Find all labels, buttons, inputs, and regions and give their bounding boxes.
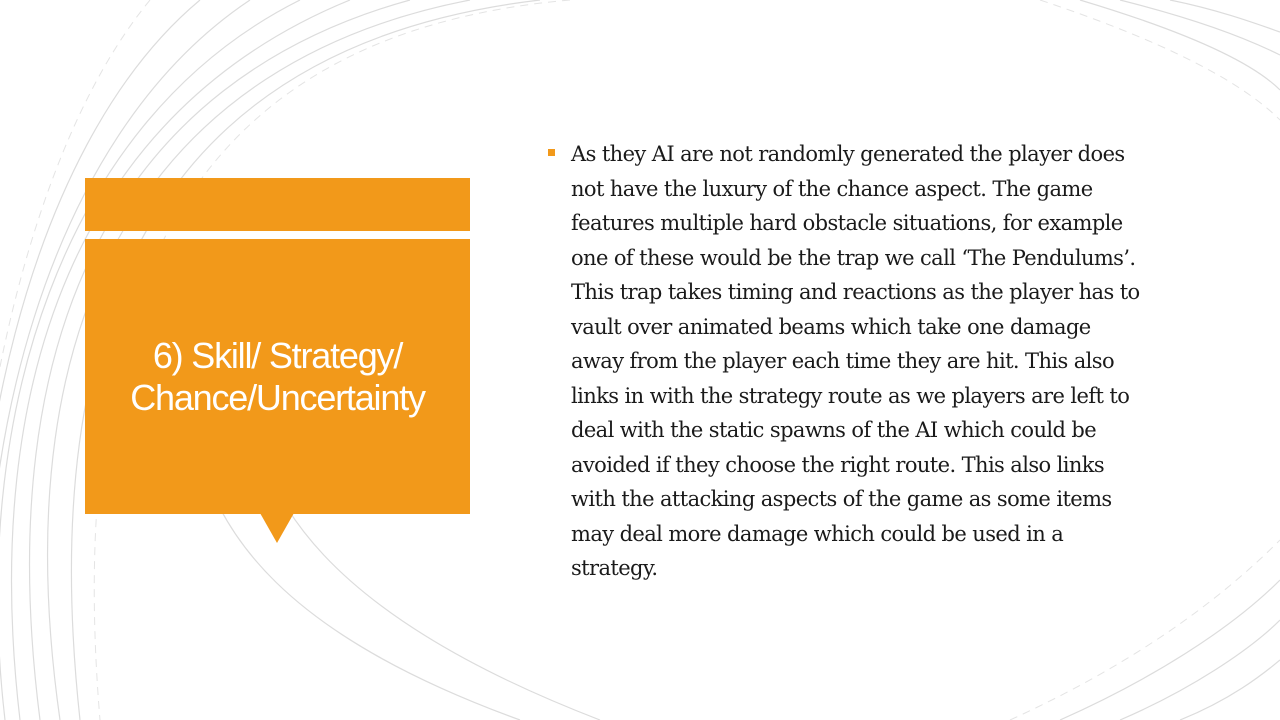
bullet-paragraph bbox=[571, 137, 1211, 586]
slide-title bbox=[113, 335, 443, 419]
paragraph-line: As they AI are not randomly generated the player does bbox=[571, 142, 1125, 166]
paragraph-line: may deal more damage which could be used in a bbox=[571, 521, 1064, 546]
slide-title-line: 6) Skill/ Strategy/ bbox=[152, 334, 403, 376]
title-pointer-arrow bbox=[260, 513, 294, 543]
paragraph-line: vault over animated beams which take one damage bbox=[571, 314, 1091, 339]
slide-title-line: Chance/Uncertainty bbox=[130, 376, 425, 418]
paragraph-line: away from the player each time they are hit. This also bbox=[571, 349, 1115, 373]
paragraph-line: with the attacking aspects of the game as some items bbox=[571, 487, 1112, 511]
paragraph-line: strategy. bbox=[571, 556, 658, 580]
paragraph-line: This trap takes timing and reactions as the player has to bbox=[571, 280, 1140, 304]
paragraph-line: links in with the strategy route as we players are left to bbox=[571, 383, 1130, 408]
paragraph-line: avoided if they choose the right route. This also links bbox=[571, 452, 1105, 477]
paragraph-line: deal with the static spawns of the AI which could be bbox=[571, 418, 1097, 442]
paragraph-line: features multiple hard obstacle situations, for example bbox=[571, 211, 1123, 235]
paragraph-line: not have the luxury of the chance aspect. The game bbox=[571, 176, 1093, 201]
square-bullet-icon bbox=[548, 149, 555, 156]
title-box bbox=[85, 239, 470, 514]
paragraph-line: one of these would be the trap we call ‘The Pendulums’. bbox=[571, 245, 1136, 270]
title-accent-bar bbox=[85, 178, 470, 231]
